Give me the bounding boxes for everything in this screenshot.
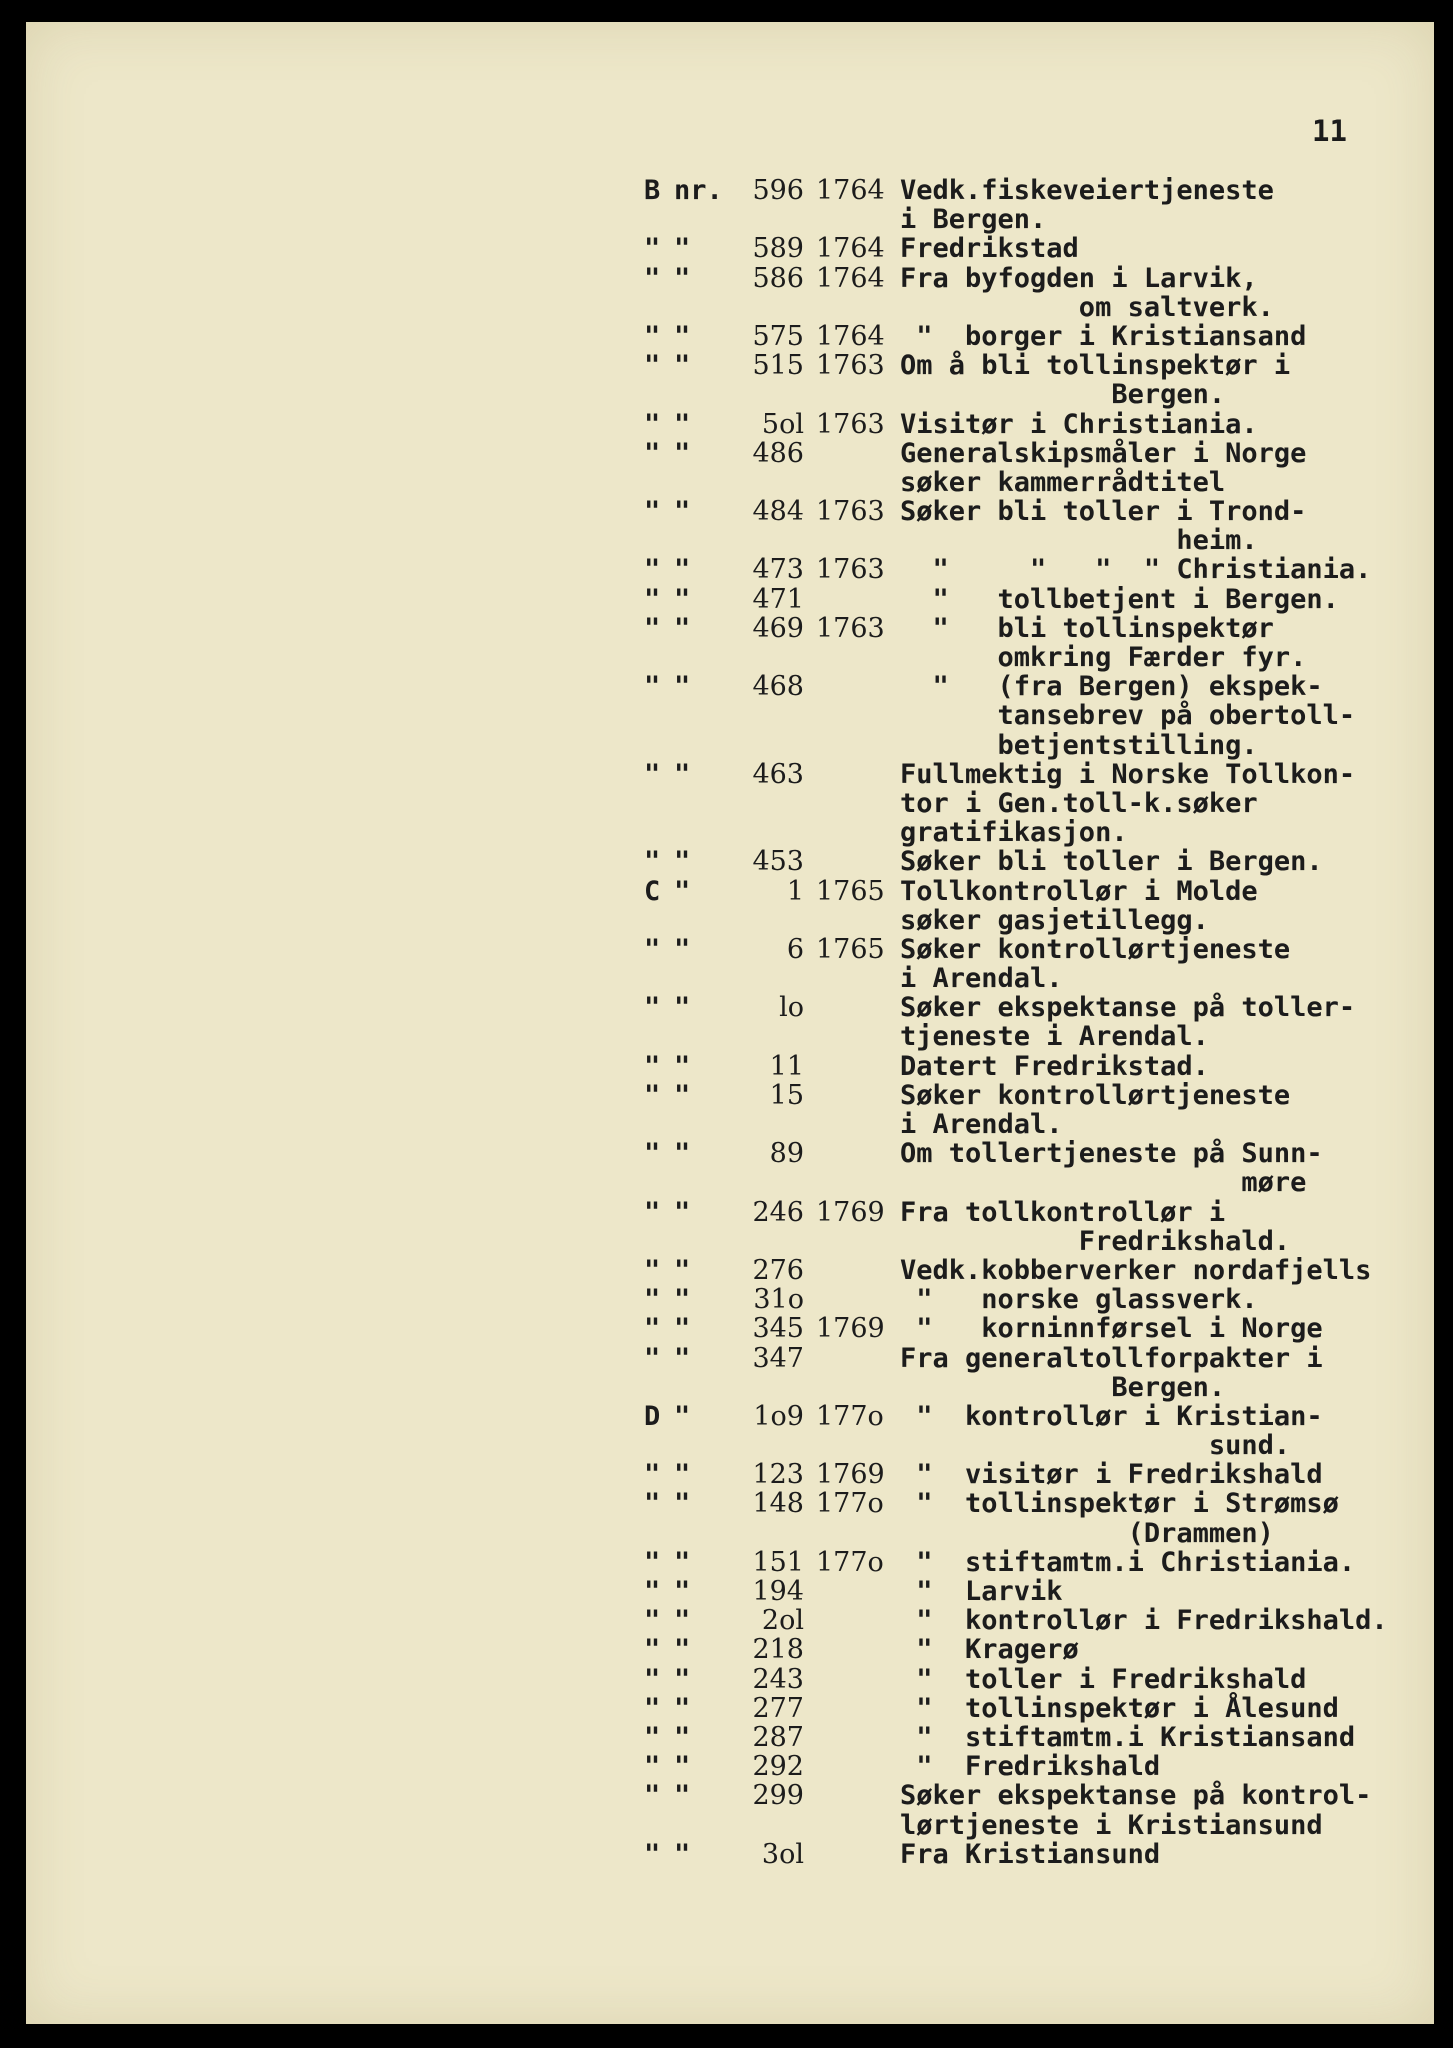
- item-description: Visitør i Christiania.: [900, 408, 1258, 440]
- ledger-line: [26, 1811, 1434, 1840]
- item-number: 246: [752, 1196, 804, 1228]
- item-description: " Kragerø: [900, 1634, 1079, 1666]
- item-description: " tollbetjent i Bergen.: [900, 583, 1339, 615]
- ditto-mark: ": [674, 262, 691, 294]
- ledger-line: [26, 1781, 1434, 1810]
- item-description: om saltverk.: [900, 291, 1274, 323]
- item-year: 1764: [816, 262, 885, 294]
- series-letter: ": [644, 1838, 661, 1870]
- item-description: søker gasjetillegg.: [900, 904, 1209, 936]
- item-description: " Fredrikshald: [900, 1751, 1161, 1783]
- ledger-line: [26, 351, 1434, 380]
- ledger-line: [26, 234, 1434, 263]
- ditto-mark: ": [674, 1576, 691, 1607]
- ledger-line: [26, 1519, 1434, 1548]
- item-description: lørtjeneste i Kristiansund: [900, 1809, 1323, 1841]
- ditto-mark: ": [674, 1663, 691, 1695]
- item-description: Datert Fredrikstad.: [900, 1050, 1209, 1082]
- item-description: Søker ekspektanse på toller-: [900, 992, 1356, 1024]
- ledger-line: [26, 293, 1434, 322]
- item-number: 589: [752, 233, 804, 265]
- ditto-mark: ": [674, 1459, 691, 1491]
- ledger-line: [26, 1110, 1434, 1139]
- item-description: (Drammen): [900, 1517, 1274, 1549]
- ditto-mark: ": [674, 1313, 691, 1345]
- series-letter: ": [644, 233, 661, 265]
- ditto-mark: ": [674, 1721, 691, 1753]
- ledger-line: [26, 906, 1434, 935]
- ditto-mark: ": [674, 1634, 691, 1666]
- page-number: 11: [1312, 114, 1347, 148]
- ditto-mark: ": [674, 1780, 691, 1812]
- item-year: 1769: [816, 1459, 885, 1491]
- ditto-mark: ": [674, 1605, 691, 1637]
- series-letter: ": [644, 992, 661, 1024]
- ditto-mark: ": [674, 992, 691, 1024]
- series-letter: ": [644, 583, 661, 615]
- item-year: 1763: [816, 554, 885, 586]
- ditto-mark: ": [674, 408, 691, 440]
- item-year: 177o: [816, 1400, 884, 1432]
- ledger-line: [26, 672, 1434, 701]
- item-description: i Bergen.: [900, 204, 1047, 236]
- item-description: " tollinspektør i Ålesund: [900, 1692, 1339, 1724]
- series-letter: ": [644, 1254, 661, 1286]
- series-letter: B: [644, 175, 661, 206]
- item-number: 292: [752, 1751, 804, 1783]
- item-description: " " " " Christiania.: [900, 554, 1372, 586]
- item-number: 347: [752, 1342, 804, 1374]
- item-number: 453: [752, 846, 804, 878]
- item-number: 469: [752, 612, 804, 644]
- ledger-line: [26, 1402, 1434, 1431]
- item-year: 177o: [816, 1546, 884, 1578]
- series-letter: ": [644, 1634, 661, 1666]
- series-letter: ": [644, 1488, 661, 1520]
- series-letter: ": [644, 1546, 661, 1578]
- item-number: 11: [769, 1050, 804, 1082]
- item-description: Generalskipsmåler i Norge: [900, 437, 1307, 469]
- ledger-line: [26, 935, 1434, 964]
- series-letter: ": [644, 671, 661, 703]
- series-letter: ": [644, 437, 661, 469]
- item-description: Fredrikshald.: [900, 1225, 1291, 1257]
- ledger-line: [26, 1460, 1434, 1489]
- item-number: 596: [752, 175, 804, 206]
- ledger-line: [26, 1694, 1434, 1723]
- ditto-mark: ": [674, 671, 691, 703]
- item-year: 1769: [816, 1313, 885, 1345]
- series-letter: ": [644, 846, 661, 878]
- ditto-mark: ": [674, 496, 691, 528]
- ledger-line: [26, 585, 1434, 614]
- ditto-mark: ": [674, 875, 691, 907]
- item-description: Søker bli toller i Bergen.: [900, 846, 1323, 878]
- ledger-line: [26, 701, 1434, 730]
- ditto-mark: ": [674, 846, 691, 878]
- ledger-line: [26, 1139, 1434, 1168]
- ledger-line: [26, 1081, 1434, 1110]
- item-description: omkring Færder fyr.: [900, 642, 1307, 673]
- ledger-line: [26, 1168, 1434, 1197]
- series-letter: ": [644, 554, 661, 586]
- item-description: " (fra Bergen) ekspek-: [900, 671, 1323, 703]
- item-year: 1763: [816, 612, 885, 644]
- item-number: 463: [752, 758, 804, 790]
- item-description: Søker ekspektanse på kontrol-: [900, 1780, 1372, 1812]
- item-number: 151: [752, 1546, 804, 1578]
- ditto-mark: ": [674, 1342, 691, 1374]
- ditto-mark: ": [674, 758, 691, 790]
- item-description: " tollinspektør i Strømsø: [900, 1488, 1339, 1520]
- series-letter: ": [644, 1663, 661, 1695]
- item-description: " visitør i Fredrikshald: [900, 1459, 1323, 1491]
- item-description: tansebrev på obertoll-: [900, 700, 1356, 732]
- ledger-line: [26, 264, 1434, 293]
- item-description: tjeneste i Arendal.: [900, 1021, 1209, 1053]
- ledger-line: [26, 1256, 1434, 1285]
- ledger-line: [26, 1314, 1434, 1343]
- item-year: 1769: [816, 1196, 885, 1228]
- item-description: " kontrollør i Fredrikshald.: [900, 1605, 1388, 1637]
- series-letter: ": [644, 1459, 661, 1491]
- item-description: søker kammerrådtitel: [900, 466, 1226, 498]
- item-description: Bergen.: [900, 379, 1226, 411]
- item-description: " kontrollør i Kristian-: [900, 1400, 1323, 1432]
- document-page: [26, 22, 1434, 2024]
- item-description: Bergen.: [900, 1371, 1226, 1403]
- ledger-line: [26, 1022, 1434, 1051]
- series-letter: ": [644, 1721, 661, 1753]
- ledger-line: [26, 877, 1434, 906]
- item-number: 3ol: [761, 1838, 804, 1870]
- item-number: 148: [752, 1488, 804, 1520]
- ditto-mark: ": [674, 1254, 691, 1286]
- item-number: 31o: [753, 1284, 804, 1316]
- ditto-mark: ": [674, 554, 691, 586]
- item-description: " Larvik: [900, 1576, 1063, 1607]
- ledger-line: [26, 1285, 1434, 1314]
- item-description: tor i Gen.toll-k.søker: [900, 787, 1258, 819]
- item-description: i Arendal.: [900, 963, 1063, 995]
- item-number: 243: [752, 1663, 804, 1695]
- series-letter: ": [644, 612, 661, 644]
- series-letter: ": [644, 758, 661, 790]
- item-description: " norske glassverk.: [900, 1284, 1258, 1316]
- ledger-line: [26, 789, 1434, 818]
- ledger-line: [26, 497, 1434, 526]
- ledger-line: [26, 1431, 1434, 1460]
- ledger-line: [26, 439, 1434, 468]
- item-description: gratifikasjon.: [900, 817, 1128, 849]
- ledger-line: [26, 1373, 1434, 1402]
- series-letter: ": [644, 1751, 661, 1783]
- item-description: møre: [900, 1167, 1307, 1199]
- ditto-mark: ": [674, 437, 691, 469]
- series-letter: ": [644, 1050, 661, 1082]
- item-number: 299: [752, 1780, 804, 1812]
- item-year: 1765: [816, 875, 885, 907]
- item-number: 123: [752, 1459, 804, 1491]
- ledger-line: [26, 322, 1434, 351]
- item-description: Søker kontrollørtjeneste: [900, 1079, 1291, 1111]
- item-description: Om tollertjeneste på Sunn-: [900, 1138, 1323, 1170]
- ledger-line: [26, 1752, 1434, 1781]
- series-letter: ": [644, 1196, 661, 1228]
- ditto-mark: ": [674, 1050, 691, 1082]
- ledger-line: [26, 555, 1434, 584]
- series-letter: ": [644, 496, 661, 528]
- series-letter: ": [644, 1576, 661, 1607]
- ledger-line: [26, 380, 1434, 409]
- item-number: 6: [786, 933, 804, 965]
- item-number: 575: [752, 320, 804, 352]
- ditto-mark: ": [674, 1079, 691, 1111]
- item-number: 194: [752, 1576, 804, 1607]
- ditto-mark: ": [674, 1838, 691, 1870]
- ledger-line: [26, 526, 1434, 555]
- ditto-mark: ": [674, 612, 691, 644]
- item-number: 276: [752, 1254, 804, 1286]
- ledger-line: [26, 1606, 1434, 1635]
- series-letter: ": [644, 933, 661, 965]
- series-letter: ": [644, 1342, 661, 1374]
- item-description: betjentstilling.: [900, 729, 1258, 761]
- ledger-line: [26, 818, 1434, 847]
- item-year: 1763: [816, 408, 885, 440]
- item-number: lo: [779, 992, 804, 1024]
- item-description: sund.: [900, 1430, 1291, 1462]
- item-number: 471: [752, 583, 804, 615]
- series-letter: ": [644, 408, 661, 440]
- ledger-line: [26, 1227, 1434, 1256]
- ditto-mark: ": [674, 1692, 691, 1724]
- series-letter: ": [644, 1138, 661, 1170]
- item-year: 1764: [816, 233, 885, 265]
- item-number: 89: [769, 1138, 804, 1170]
- item-number: 484: [752, 496, 804, 528]
- item-number: 15: [769, 1079, 804, 1111]
- item-description: Fra Kristiansund: [900, 1838, 1161, 1870]
- item-number: 468: [752, 671, 804, 703]
- series-letter: ": [644, 262, 661, 294]
- item-year: 1763: [816, 350, 885, 382]
- ledger-line: [26, 1344, 1434, 1373]
- item-year: 1764: [816, 320, 885, 352]
- ledger-line: [26, 847, 1434, 876]
- item-description: heim.: [900, 525, 1258, 557]
- item-number: 586: [752, 262, 804, 294]
- item-number: 2ol: [761, 1605, 804, 1637]
- item-description: " bli tollinspektør: [900, 612, 1274, 644]
- item-description: Tollkontrollør i Molde: [900, 875, 1258, 907]
- item-description: i Arendal.: [900, 1109, 1063, 1140]
- item-description: Fra generaltollforpakter i: [900, 1342, 1323, 1374]
- item-description: " stiftamtm.i Kristiansand: [900, 1721, 1356, 1753]
- ditto-mark: nr.: [674, 175, 723, 206]
- ditto-mark: ": [674, 233, 691, 265]
- item-number: 1o9: [753, 1400, 804, 1432]
- series-letter: ": [644, 350, 661, 382]
- series-letter: ": [644, 1692, 661, 1724]
- ditto-mark: ": [674, 1751, 691, 1783]
- ditto-mark: ": [674, 933, 691, 965]
- series-letter: ": [644, 1284, 661, 1316]
- ditto-mark: ": [674, 1284, 691, 1316]
- ditto-mark: ": [674, 583, 691, 615]
- ledger-line: [26, 468, 1434, 497]
- ditto-mark: ": [674, 1196, 691, 1228]
- item-description: " korninnførsel i Norge: [900, 1313, 1323, 1345]
- ledger-line: [26, 1548, 1434, 1577]
- series-letter: ": [644, 1780, 661, 1812]
- item-year: 1764: [816, 175, 885, 206]
- item-description: Søker bli toller i Trond-: [900, 496, 1307, 528]
- item-description: Fredrikstad: [900, 233, 1079, 265]
- ledger-line: [26, 993, 1434, 1022]
- ledger-line: [26, 205, 1434, 234]
- ditto-mark: ": [674, 350, 691, 382]
- ledger-line: [26, 731, 1434, 760]
- item-number: 287: [752, 1721, 804, 1753]
- item-description: Fra tollkontrollør i: [900, 1196, 1226, 1228]
- ledger-line: [26, 760, 1434, 789]
- ditto-mark: ": [674, 1138, 691, 1170]
- ledger-line: [26, 964, 1434, 993]
- ledger-line: [26, 1840, 1434, 1869]
- item-description: Fullmektig i Norske Tollkon-: [900, 758, 1356, 790]
- ditto-mark: ": [674, 320, 691, 352]
- series-letter: D: [644, 1400, 661, 1432]
- series-letter: ": [644, 1313, 661, 1345]
- ledger-line: [26, 1665, 1434, 1694]
- item-number: 345: [752, 1313, 804, 1345]
- series-letter: ": [644, 1605, 661, 1637]
- ditto-mark: ": [674, 1546, 691, 1578]
- ledger-line: [26, 410, 1434, 439]
- item-number: 277: [752, 1692, 804, 1724]
- ledger-line: [26, 1635, 1434, 1664]
- ledger-line: [26, 1052, 1434, 1081]
- item-description: " borger i Kristiansand: [900, 320, 1307, 352]
- item-number: 5ol: [761, 408, 804, 440]
- item-description: Fra byfogden i Larvik,: [900, 262, 1258, 294]
- item-description: Vedk.kobberverker nordafjells: [900, 1254, 1372, 1286]
- item-number: 486: [752, 437, 804, 469]
- item-year: 177o: [816, 1488, 884, 1520]
- item-year: 1763: [816, 496, 885, 528]
- ledger-line: [26, 1723, 1434, 1752]
- series-letter: C: [644, 875, 661, 907]
- item-description: " stiftamtm.i Christiania.: [900, 1546, 1356, 1578]
- item-number: 218: [752, 1634, 804, 1666]
- series-letter: ": [644, 1079, 661, 1111]
- item-number: 473: [752, 554, 804, 586]
- series-letter: ": [644, 320, 661, 352]
- ledger-line: [26, 176, 1434, 205]
- item-year: 1765: [816, 933, 885, 965]
- ledger-line: [26, 1489, 1434, 1518]
- item-number: 515: [752, 350, 804, 382]
- ledger-line: [26, 643, 1434, 672]
- item-description: " toller i Fredrikshald: [900, 1663, 1307, 1695]
- item-number: 1: [786, 875, 804, 907]
- item-description: Om å bli tollinspektør i: [900, 350, 1291, 382]
- ditto-mark: ": [674, 1400, 691, 1432]
- ledger-line: [26, 1577, 1434, 1606]
- ledger-list: [26, 176, 1434, 1869]
- ledger-line: [26, 614, 1434, 643]
- ditto-mark: ": [674, 1488, 691, 1520]
- ledger-line: [26, 1198, 1434, 1227]
- item-description: Søker kontrollørtjeneste: [900, 933, 1291, 965]
- item-description: Vedk.fiskeveiertjeneste: [900, 175, 1274, 206]
